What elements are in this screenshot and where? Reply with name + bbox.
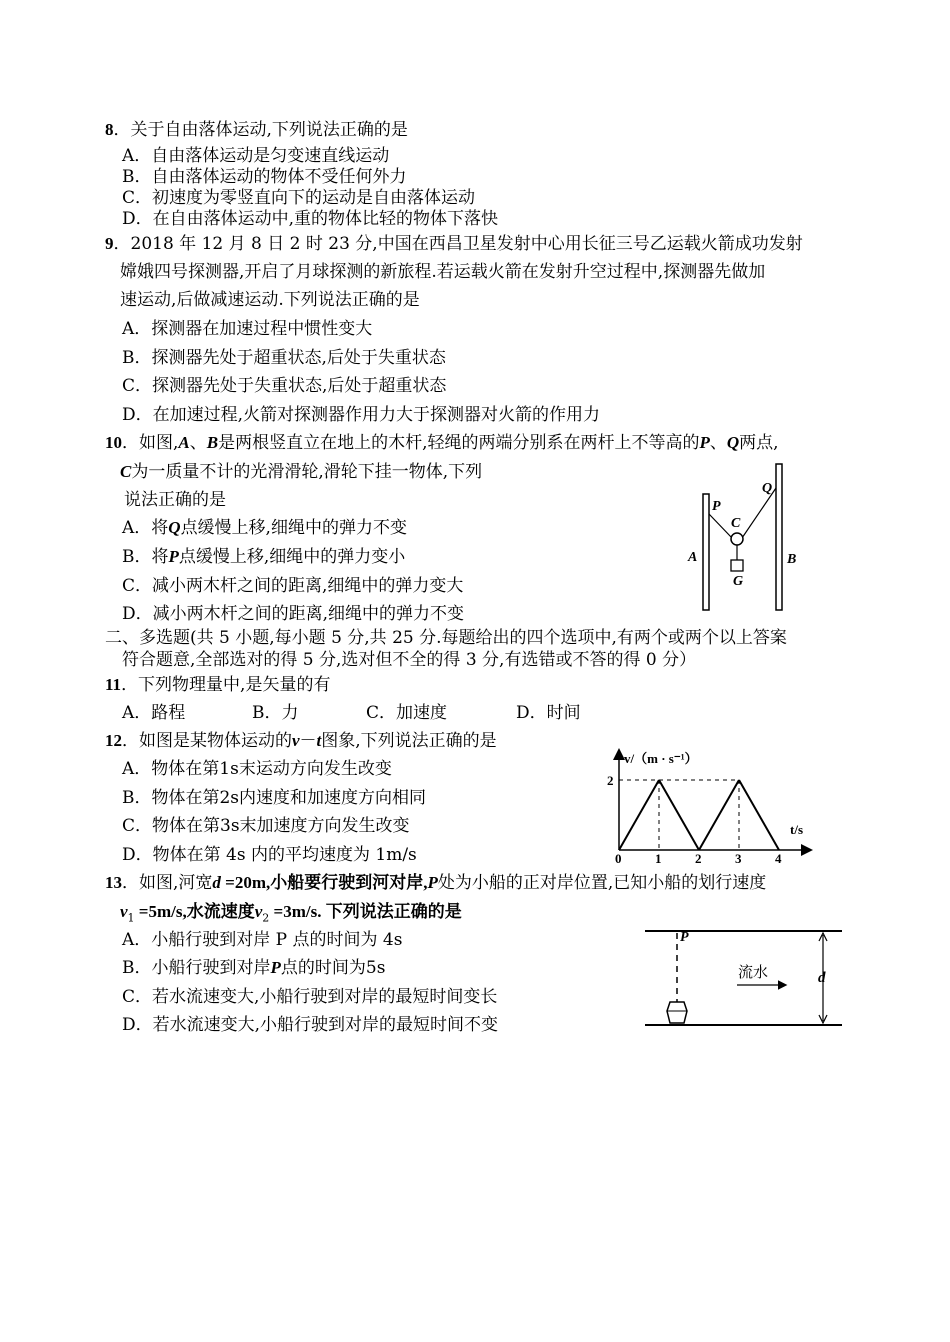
q13-text-2a: =5m/s,水流速度 <box>134 902 255 921</box>
pole-b <box>776 464 782 610</box>
q10-option-a-1: A．将 <box>122 518 169 538</box>
q11-stem <box>105 674 330 696</box>
q8-stem-text: ．关于自由落体运动,下列说法正确的是 <box>113 120 408 140</box>
q12-text-b: 图象,下列说法正确的是 <box>321 731 497 751</box>
q9-option-b: B．探测器先处于超重状态,后处于失重状态 <box>122 348 446 368</box>
q10-stem-line3: 说法正确的是 <box>124 490 226 510</box>
q9-option-a: A．探测器在加速过程中惯性变大 <box>122 319 373 339</box>
q10-stem-line2 <box>120 461 482 483</box>
q13-text-1a: ．如图,河宽 <box>122 873 213 893</box>
rope-left <box>709 514 732 538</box>
q10-option-b-1: B．将 <box>122 547 169 567</box>
boat-icon <box>667 1002 687 1023</box>
q13-text-1b: =20m,小船要行驶到河对岸, <box>220 873 428 892</box>
q12-text-a: ．如图是某物体运动的 <box>122 731 292 751</box>
q11-stem-text: ．下列物理量中,是矢量的有 <box>121 675 331 695</box>
q13-stem-line1 <box>105 872 766 894</box>
q8-option-c: C．初速度为零竖直向下的运动是自由落体运动 <box>122 188 476 208</box>
q12-option-d: D．物体在第 4s 内的平均速度为 1m/s <box>122 845 417 865</box>
q10-text-1a: ．如图, <box>122 433 179 453</box>
section2-line2: 符合题意,全部选对的得 5 分,选对但不全的得 3 分,有选错或不答的得 0 分） <box>122 650 697 670</box>
series-segment <box>619 780 659 850</box>
q10-var-b: B <box>206 433 219 452</box>
q10-var-c: C <box>120 462 132 481</box>
section2-line1: 二、多选题(共 5 小题,每小题 5 分,共 25 分.每题给出的四个选项中,有两个或两个以上答案 <box>105 628 787 648</box>
q11-option-d: D．时间 <box>516 703 581 723</box>
q10-option-b-var: P <box>168 547 179 566</box>
q13-option-d: D．若水流速变大,小船行驶到对岸的最短时间不变 <box>122 1015 499 1035</box>
q10-option-b-2: 点缓慢上移,细绳中的弹力变小 <box>178 547 406 567</box>
q12-var-v: v <box>292 731 300 750</box>
label-c: C <box>731 516 741 531</box>
x-axis-label: t/s <box>790 822 803 837</box>
q10-text-1c: 、 <box>709 433 727 453</box>
label-d: d <box>818 970 826 986</box>
q10-text-1b: 是两根竖直立在地上的木杆,轻绳的两端分别系在两杆上不等高的 <box>218 433 700 453</box>
river-figure <box>640 920 850 1035</box>
q13-var-v2: v <box>254 902 263 921</box>
q13-var-v1: v <box>120 902 128 921</box>
q10-text-2: 为一质量不计的光滑滑轮,滑轮下挂一物体,下列 <box>131 462 483 482</box>
q13-option-a: A．小船行驶到对岸 P 点的时间为 4s <box>122 930 403 950</box>
q11-number: 11 <box>105 675 122 694</box>
q13-option-b-1: B．小船行驶到对岸 <box>122 958 271 978</box>
q11-option-a: A．路程 <box>122 703 186 723</box>
q10-option-d: D．减小两木杆之间的距离,细绳中的弹力不变 <box>122 604 465 624</box>
series-segment <box>739 780 779 850</box>
q10-option-c: C．减小两木杆之间的距离,细绳中的弹力变大 <box>122 576 464 596</box>
q9-option-c: C．探测器先处于失重状态,后处于超重状态 <box>122 376 447 396</box>
q8-option-b: B．自由落体运动的物体不受任何外力 <box>122 167 407 187</box>
label-g: G <box>733 574 744 589</box>
q10-stem-line1 <box>105 432 779 454</box>
q8-option-a: A．自由落体运动是匀变速直线运动 <box>122 146 390 166</box>
series-segment <box>699 780 739 850</box>
q13-var-p: P <box>427 873 438 892</box>
x-tick-label: 0 <box>615 851 622 865</box>
x-tick-label: 4 <box>775 851 782 865</box>
q13-option-b-2: 点的时间为5s <box>280 958 386 978</box>
q10-number: 10 <box>105 433 122 452</box>
q9-number: 9 <box>105 234 114 253</box>
series-segment <box>659 780 699 850</box>
q10-option-a <box>122 517 407 539</box>
q10-var-q: Q <box>726 433 740 452</box>
q8-option-d: D．在自由落体运动中,重的物体比轻的物体下落快 <box>122 209 499 229</box>
q12-var-t: t <box>316 731 322 750</box>
q12-stem <box>105 730 497 752</box>
label-p: P <box>680 930 689 945</box>
pole-a <box>703 494 709 610</box>
q13-sub1: 1 <box>127 911 135 925</box>
q13-sub2: 2 <box>262 911 270 925</box>
y-tick-label: 2 <box>607 773 614 788</box>
q13-number: 13 <box>105 873 122 892</box>
q13-option-b <box>122 957 385 979</box>
q12-dash: － <box>299 731 317 751</box>
pulley <box>731 533 743 545</box>
q10-var-p: P <box>699 433 710 452</box>
q9-stem-line2: 嫦娥四号探测器,开启了月球探测的新旅程.若运载火箭在发射升空过程中,探测器先做加 <box>120 262 766 282</box>
q13-var-d: d <box>212 873 221 892</box>
q12-option-c: C．物体在第3s末加速度方向发生改变 <box>122 816 410 836</box>
q12-number: 12 <box>105 731 122 750</box>
vt-chart <box>600 745 820 865</box>
q8-number: 8 <box>105 120 114 139</box>
q11-option-c: C．加速度 <box>366 703 448 723</box>
label-flow: 流水 <box>738 965 769 981</box>
q10-var-a: A <box>178 433 190 452</box>
q9-stem-line1 <box>105 233 803 255</box>
q8-stem <box>105 119 408 141</box>
x-tick-label: 2 <box>695 851 702 865</box>
x-tick-label: 3 <box>735 851 742 865</box>
q13-text-1c: 处为小船的正对岸位置,已知小船的划行速度 <box>437 873 767 893</box>
q10-figure <box>680 458 810 618</box>
q13-text-2b: =3m/s. 下列说法正确的是 <box>269 902 462 921</box>
q13-stem-line2 <box>120 901 462 929</box>
label-p: P <box>712 499 721 514</box>
q11-option-b: B．力 <box>252 703 299 723</box>
q10-text-1d: 两点, <box>739 433 779 453</box>
label-b: B <box>787 552 797 567</box>
q13-option-b-var: P <box>270 958 281 977</box>
q9-stem-line3: 速运动,后做减速运动.下列说法正确的是 <box>120 290 420 310</box>
q13-option-c: C．若水流速变大,小船行驶到对岸的最短时间变长 <box>122 987 498 1007</box>
q10-sep: 、 <box>189 433 207 453</box>
q12-option-a: A．物体在第1s末运动方向发生改变 <box>122 759 392 779</box>
x-tick-label: 1 <box>655 851 662 865</box>
q10-option-b <box>122 546 405 568</box>
y-axis-label: v/（m · s⁻¹） <box>624 751 698 766</box>
label-a: A <box>688 550 698 565</box>
q12-option-b: B．物体在第2s内速度和加速度方向相同 <box>122 788 427 808</box>
label-q: Q <box>762 481 773 496</box>
q10-option-a-var: Q <box>168 518 181 537</box>
weight <box>731 560 743 571</box>
q9-stem-text-1: ．2018 年 12 月 8 日 2 时 23 分,中国在西昌卫星发射中心用长征三号乙运载火箭成功发射 <box>113 234 803 254</box>
q10-option-a-2: 点缓慢上移,细绳中的弹力不变 <box>180 518 407 538</box>
q9-option-d: D．在加速过程,火箭对探测器作用力大于探测器对火箭的作用力 <box>122 405 601 425</box>
